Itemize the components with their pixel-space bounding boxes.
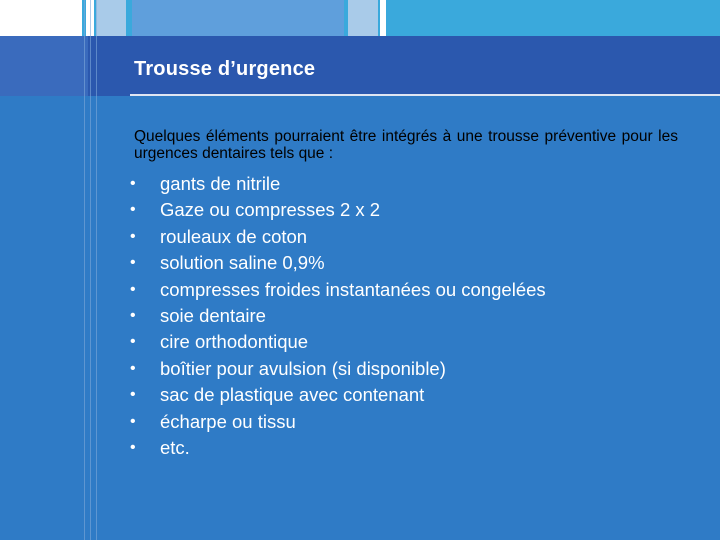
intro-paragraph: Quelques éléments pourraient être intégrés à une trousse préventive pour les urgences dentaires tels que : [134,128,678,162]
decorative-vertical-line [84,0,85,540]
list-item-text: Gaze ou compresses 2 x 2 [160,199,381,221]
list-item-text: etc. [160,436,190,458]
list-item-text: rouleaux de coton [160,225,308,247]
bullet-icon: • [130,254,136,272]
bullet-icon: • [130,438,136,456]
decorative-vertical-line [90,0,91,540]
title-underline [130,94,720,96]
bullet-icon: • [130,201,136,219]
list-item-text: boîtier pour avulsion (si disponible) [160,357,446,379]
bullet-icon: • [130,227,136,245]
kit-items-list [130,171,546,461]
list-item [130,356,546,382]
list-item-text: soie dentaire [160,304,266,326]
list-item [130,224,546,250]
slide-title: Trousse d’urgence [134,58,316,80]
title-bar [0,36,720,96]
list-item-text: sac de plastique avec contenant [160,384,425,406]
top-decorative-block [132,0,344,36]
bullet-icon: • [130,280,136,298]
top-decorative-block [380,0,386,36]
list-item [130,303,546,329]
list-item [130,435,546,461]
bullet-icon: • [130,386,136,404]
top-decorative-block [0,0,82,36]
list-item [130,382,546,408]
list-item [130,409,546,435]
list-item [130,250,546,276]
bullet-icon: • [130,306,136,324]
list-item [130,171,546,197]
list-item [130,277,546,303]
top-decorative-block [348,0,378,36]
bullet-icon: • [130,333,136,351]
bullet-icon: • [130,175,136,192]
list-item-text: cire orthodontique [160,331,309,353]
title-bar-left-block [0,36,88,96]
decorative-vertical-line [96,0,97,540]
list-item-text: solution saline 0,9% [160,252,325,274]
list-item-text: compresses froides instantanées ou congelées [160,278,546,300]
list-item-text: gants de nitrile [160,173,281,194]
bullet-icon: • [130,359,136,377]
list-item [130,197,546,223]
list-item [130,329,546,355]
bullet-icon: • [130,412,136,430]
list-item-text: écharpe ou tissu [160,410,296,432]
top-decorative-block [96,0,126,36]
